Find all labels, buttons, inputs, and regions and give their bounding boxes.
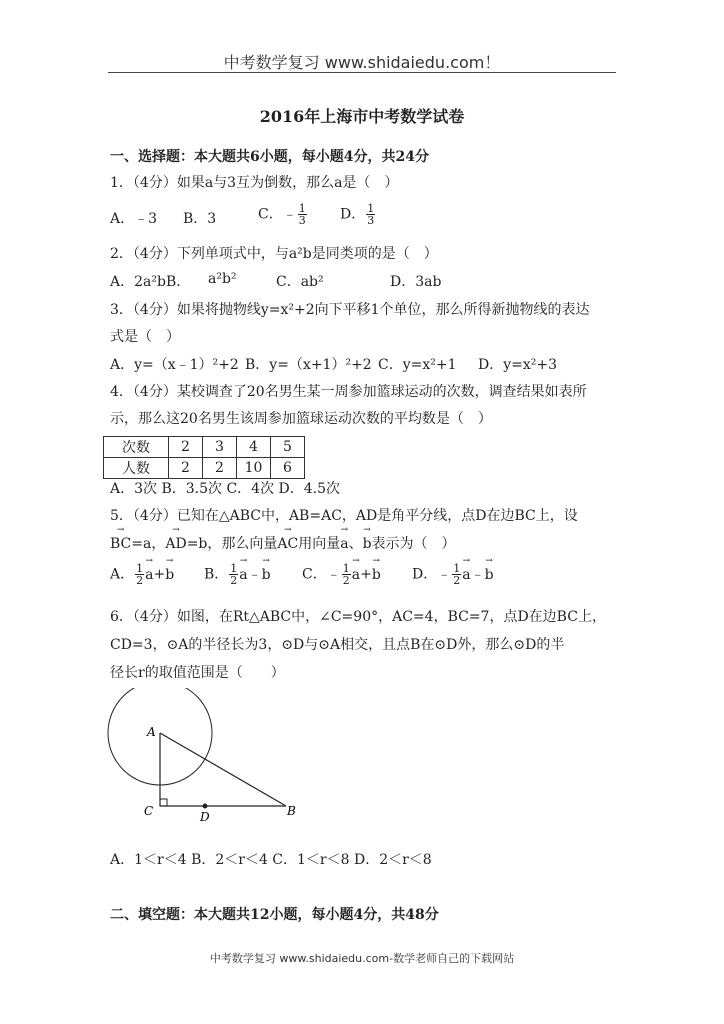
table-cell: 2	[203, 458, 237, 479]
page-footer: 中考数学复习 www.shidaiedu.com-数学老师自己的下载网站	[209, 952, 515, 965]
table-cell: 6	[271, 458, 305, 479]
vector-ad: → AD	[165, 536, 186, 552]
q6-options: A．1＜r＜4 B．2＜r＜4 C．1＜r＜8 D．2＜r＜8	[110, 852, 432, 868]
q5-stem-line2: → BC=a，→ AD=b，那么向量→ AC用向量→ a、→ b表示为（ ）	[110, 533, 456, 553]
q3-option-b: B．y=（x+1）²+2	[245, 357, 372, 373]
q2-option-c: C．ab²	[276, 274, 324, 290]
vector-bc: → BC	[110, 536, 131, 552]
q5-option-a: A． $\frac{1}{2}$ → a+→ b	[110, 563, 174, 586]
label-a: A	[147, 725, 156, 739]
q4-data-table	[103, 436, 305, 479]
table-cell: 人数	[104, 458, 169, 479]
q6-geometry-figure	[100, 688, 320, 828]
table-cell: 2	[169, 458, 203, 479]
q3-option-d: D．y=x²+3	[478, 357, 558, 373]
vector-ac: → AC	[277, 536, 298, 552]
table-cell: 10	[237, 458, 271, 479]
q2-option-d: D．3ab	[390, 274, 442, 290]
q6-stem-line3: 径长r的取值范围是（ ）	[110, 665, 285, 681]
q3-option-a: A．y=（x﹣1）²+2	[110, 357, 239, 373]
header-divider	[108, 72, 616, 73]
vector-a: → a	[340, 536, 348, 552]
q1-option-a: A．﹣3	[110, 211, 158, 227]
fraction: $\frac{1}{3}$	[298, 202, 306, 227]
table-row	[104, 437, 305, 458]
q5-stem-line1: 5．（4分）已知在△ABC中，AB=AC，AD是角平分线，点D在边BC上，设	[110, 508, 578, 524]
q4-stem-line2: 示，那么这20名男生该周参加篮球运动次数的平均数是（ ）	[110, 411, 492, 427]
table-cell: 5	[271, 437, 305, 458]
q3-stem-line2: 式是（ ）	[110, 329, 180, 345]
q5-option-b: B． $\frac{1}{2}$ → a﹣→ b	[204, 563, 271, 586]
exam-title: 2016年上海市中考数学试卷	[259, 107, 465, 126]
page-header: 中考数学复习 www.shidaiedu.com！	[223, 53, 501, 72]
fraction: $\frac{1}{3}$	[367, 202, 375, 227]
table-row	[104, 458, 305, 479]
right-angle-mark	[160, 799, 167, 806]
section1-heading: 一、选择题：本大题共6小题，每小题4分，共24分	[110, 149, 429, 165]
q1-stem: 1．（4分）如果a与3互为倒数，那么a是（ ）	[110, 175, 399, 191]
q5-option-d: D．﹣ $\frac{1}{2}$ → a﹣→ b	[412, 563, 494, 586]
q4-stem-line1: 4．（4分）某校调查了20名男生某一周参加篮球运动的次数，调查结果如表所	[110, 384, 587, 400]
label-d: D	[200, 810, 210, 824]
q1-option-b: B．3	[183, 211, 217, 227]
table-cell: 4	[237, 437, 271, 458]
q6-stem-line2: CD=3，⊙A的半径长为3，⊙D与⊙A相交，且点B在⊙D外，那么⊙D的半	[110, 637, 565, 653]
q3-stem-line1: 3．（4分）如果将抛物线y=x²+2向下平移1个单位，那么所得新抛物线的表达	[110, 302, 590, 318]
label-b: B	[287, 804, 296, 818]
vector-b: → b	[363, 536, 372, 552]
label-c: C	[144, 804, 154, 818]
q2-stem: 2．（4分）下列单项式中，与a²b是同类项的是（ ）	[110, 246, 438, 262]
point-d	[203, 804, 208, 809]
q6-stem-line1: 6．（4分）如图，在Rt△ABC中，∠C=90°，AC=4，BC=7，点D在边BC上，	[110, 609, 606, 625]
q4-options: A．3次 B．3.5次 C．4次 D．4.5次	[110, 481, 341, 497]
q5-option-c: C．﹣ $\frac{1}{2}$ → a+→ b	[302, 563, 381, 586]
table-cell: 3	[203, 437, 237, 458]
q1-option-c: C．﹣ $\frac{1}{3}$	[258, 202, 306, 227]
table-cell: 次数	[104, 437, 169, 458]
q2-option-b: a²b²	[208, 271, 237, 287]
q3-option-c: C．y=x²+1	[378, 357, 457, 373]
q2-option-a: A．2a²bB．	[110, 274, 191, 290]
table-cell: 2	[169, 437, 203, 458]
segment-ab	[160, 733, 286, 806]
q1-option-d: D． $\frac{1}{3}$	[340, 202, 375, 227]
section2-heading: 二、填空题：本大题共12小题，每小题4分，共48分	[110, 907, 439, 923]
